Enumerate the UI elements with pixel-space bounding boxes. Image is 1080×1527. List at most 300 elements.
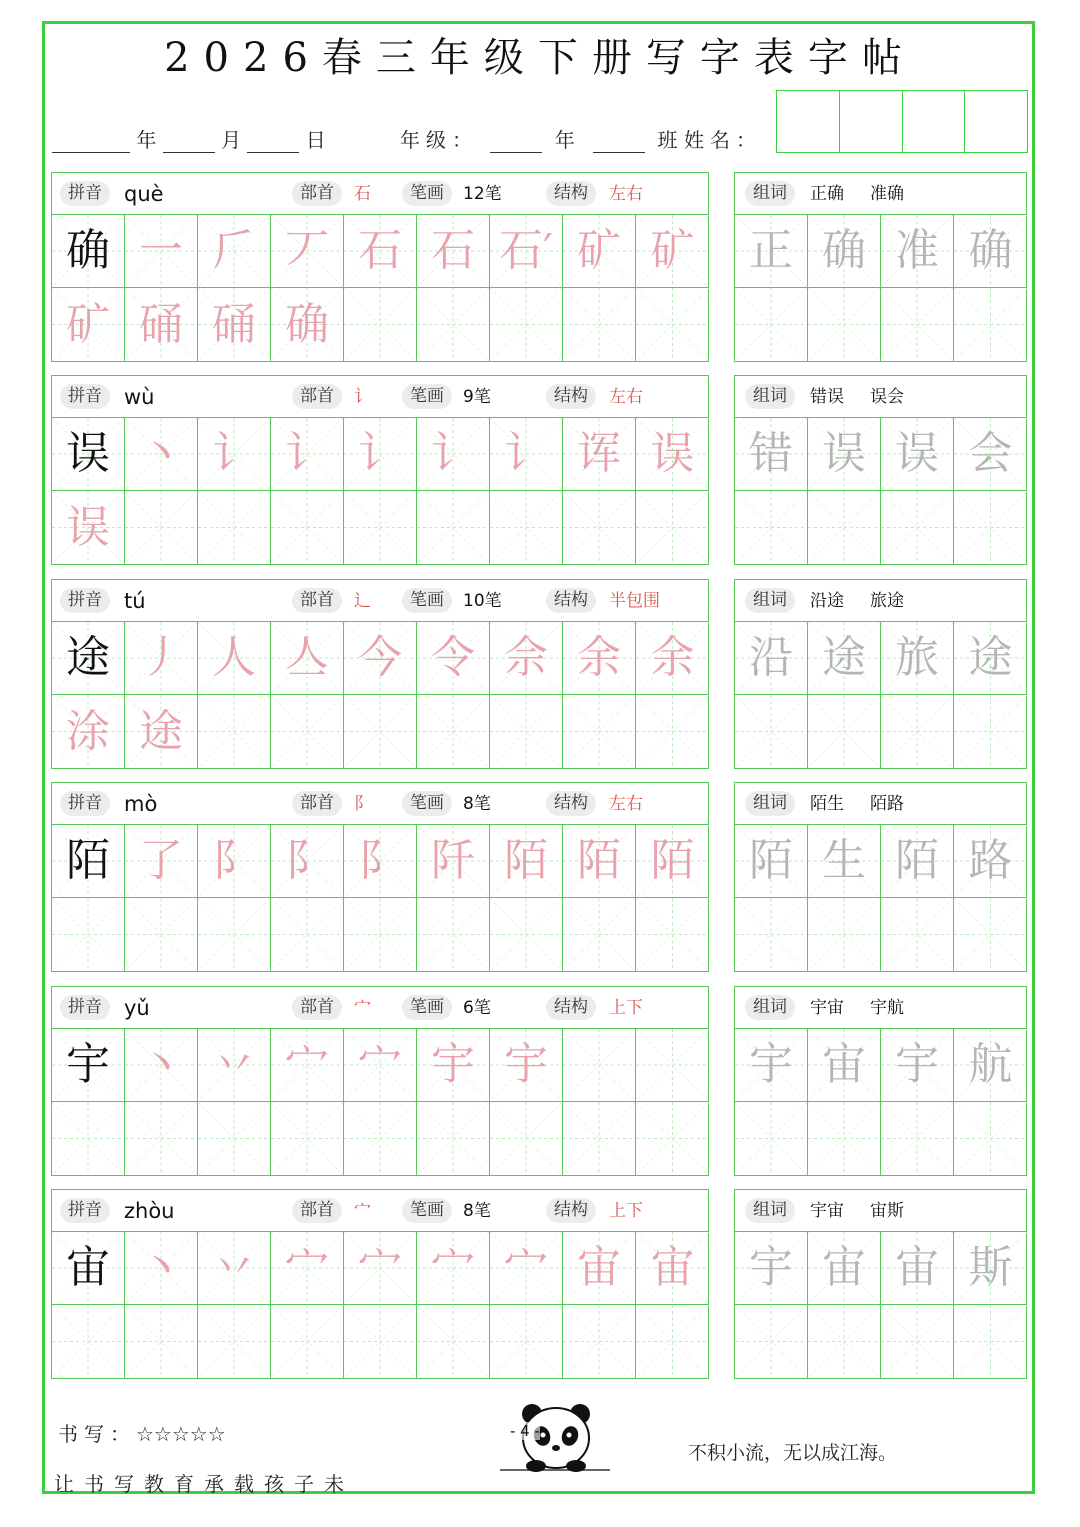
word-trace-character: 陌 (895, 835, 939, 886)
word-grid-2 (734, 579, 1027, 769)
words-label: 组词 (745, 995, 795, 1020)
word-practice-cell[interactable] (735, 695, 808, 768)
name-box[interactable] (965, 91, 1027, 152)
word-practice-cell[interactable] (881, 898, 954, 971)
practice-cell[interactable] (563, 825, 636, 898)
stroke-step: 陌 (577, 835, 621, 886)
word-practice-cell[interactable] (735, 1305, 808, 1378)
practice-cell[interactable] (198, 418, 271, 491)
practice-cell[interactable] (271, 1102, 344, 1175)
stroke-step: 一 (139, 225, 183, 276)
pinyin-label: 拼音 (60, 181, 110, 206)
practice-cell[interactable] (490, 491, 563, 564)
word-practice-cell[interactable] (808, 1102, 881, 1175)
word-trace-character: 会 (968, 428, 1013, 479)
pinyin-value: zhòu (124, 1199, 175, 1223)
practice-cell[interactable] (198, 898, 271, 971)
practice-cell[interactable] (344, 288, 417, 361)
practice-cell[interactable] (52, 695, 125, 768)
word-trace-character: 宙 (822, 1242, 866, 1293)
practice-cell[interactable] (417, 1029, 490, 1102)
radical-value: 宀 (354, 1201, 371, 1221)
practice-cell[interactable] (490, 695, 563, 768)
practice-cell[interactable] (563, 288, 636, 361)
practice-cell[interactable] (636, 215, 709, 288)
practice-cell[interactable] (344, 622, 417, 695)
word-2: 误会 (870, 387, 904, 407)
word-grid-3 (734, 782, 1027, 972)
practice-cell[interactable] (344, 1102, 417, 1175)
writing-rating (58, 1418, 226, 1447)
practice-cell[interactable] (636, 695, 709, 768)
word-practice-cell[interactable] (735, 491, 808, 564)
radical-label: 部首 (292, 995, 342, 1020)
radical-label: 部首 (292, 588, 342, 613)
structure-label: 结构 (546, 588, 596, 613)
grade-label: 年级： (400, 128, 478, 152)
slogan: 让书写教育承载孩子未 (54, 1472, 354, 1496)
word-2: 陌路 (870, 794, 904, 814)
word-info-row (735, 783, 1026, 825)
practice-cell[interactable] (271, 215, 344, 288)
pinyin-value: tú (124, 589, 146, 613)
word-practice-cell[interactable] (954, 491, 1027, 564)
word-trace-character: 沿 (749, 632, 793, 683)
practice-cell[interactable] (125, 288, 198, 361)
practice-cell[interactable] (125, 418, 198, 491)
practice-cell[interactable] (125, 491, 198, 564)
char-info-row (52, 1190, 708, 1232)
practice-cell[interactable] (52, 288, 125, 361)
word-practice-cell[interactable] (808, 1232, 881, 1305)
word-practice-cell[interactable] (881, 1029, 954, 1102)
rating-stars[interactable]: ☆☆☆☆☆ (136, 1422, 226, 1446)
word-2: 宙斯 (870, 1201, 904, 1221)
stroke-step: 陌 (650, 835, 695, 886)
char-grid-2 (51, 579, 709, 769)
practice-cell[interactable] (563, 418, 636, 491)
practice-cell[interactable] (344, 1029, 417, 1102)
strokes-label: 笔画 (402, 588, 452, 613)
structure-label: 结构 (546, 384, 596, 409)
practice-cell[interactable] (490, 288, 563, 361)
word-practice-cell[interactable] (954, 215, 1027, 288)
stroke-step: 误 (650, 428, 695, 479)
practice-cell[interactable] (344, 1305, 417, 1378)
stroke-step: 丷 (212, 1039, 256, 1090)
page-title: 2026春三年级下册写字表字帖 (164, 35, 916, 81)
practice-cell[interactable] (52, 418, 125, 491)
practice-cell[interactable] (490, 898, 563, 971)
practice-cell[interactable] (417, 898, 490, 971)
word-grid-1 (734, 375, 1027, 565)
practice-cell[interactable] (417, 418, 490, 491)
word-practice-cell[interactable] (881, 215, 954, 288)
practice-cell[interactable] (490, 1029, 563, 1102)
stroke-step: 丶 (139, 1039, 183, 1090)
practice-cell[interactable] (271, 288, 344, 361)
word-2: 宇航 (870, 998, 904, 1018)
practice-cell[interactable] (198, 215, 271, 288)
stroke-step: 讠 (285, 428, 329, 479)
month-blank[interactable] (163, 134, 215, 153)
practice-cell[interactable] (198, 1102, 271, 1175)
practice-cell[interactable] (490, 1102, 563, 1175)
strokes-value: 6笔 (463, 998, 491, 1018)
practice-cell[interactable] (417, 1102, 490, 1175)
practice-cell[interactable] (52, 215, 125, 288)
stroke-step: 阝 (285, 835, 329, 886)
strokes-label: 笔画 (402, 384, 452, 409)
practice-cell[interactable] (563, 1102, 636, 1175)
stroke-step: 人 (212, 632, 256, 683)
word-practice-cell[interactable] (735, 622, 808, 695)
word-trace-character: 宇 (749, 1039, 793, 1090)
stroke-step: 宇 (504, 1039, 548, 1090)
pinyin-value: yǔ (124, 996, 150, 1020)
practice-cell[interactable] (636, 491, 709, 564)
char-grid-0 (51, 172, 709, 362)
practice-cell[interactable] (125, 1029, 198, 1102)
word-practice-cell[interactable] (881, 1305, 954, 1378)
year-blank[interactable] (52, 134, 130, 153)
name-boxes[interactable] (776, 90, 1028, 153)
practice-cell[interactable] (417, 215, 490, 288)
practice-cell[interactable] (344, 215, 417, 288)
practice-cell[interactable] (198, 1029, 271, 1102)
stroke-step: 丆 (285, 225, 329, 276)
grade-blank[interactable] (490, 134, 542, 153)
practice-cell[interactable] (636, 622, 709, 695)
stroke-step: 丶 (139, 1242, 183, 1293)
word-practice-cell[interactable] (808, 898, 881, 971)
practice-cell[interactable] (563, 622, 636, 695)
stroke-step: 阝 (358, 835, 402, 886)
practice-cell[interactable] (636, 1029, 709, 1102)
practice-cell[interactable] (125, 622, 198, 695)
practice-cell[interactable] (490, 825, 563, 898)
structure-value: 左右 (609, 387, 643, 407)
word-practice-cell[interactable] (881, 825, 954, 898)
practice-cell[interactable] (563, 1029, 636, 1102)
word-trace-character: 陌 (749, 835, 793, 886)
practice-cell[interactable] (271, 1305, 344, 1378)
word-practice-cell[interactable] (735, 1029, 808, 1102)
word-practice-cell[interactable] (881, 1102, 954, 1175)
practice-cell[interactable] (198, 825, 271, 898)
practice-cell[interactable] (417, 695, 490, 768)
word-practice-cell[interactable] (808, 825, 881, 898)
stroke-step: 丷 (212, 1242, 256, 1293)
word-trace-character: 宇 (895, 1039, 939, 1090)
word-trace-character: 确 (822, 225, 866, 276)
word-practice-cell[interactable] (808, 288, 881, 361)
practice-cell[interactable] (125, 695, 198, 768)
day-blank[interactable] (247, 134, 299, 153)
structure-label: 结构 (546, 791, 596, 816)
practice-cell[interactable] (198, 695, 271, 768)
word-1: 宇宙 (810, 1201, 844, 1221)
practice-cell[interactable] (271, 622, 344, 695)
practice-cell[interactable] (636, 418, 709, 491)
word-trace-character: 正 (749, 225, 793, 276)
word-practice-cell[interactable] (954, 898, 1027, 971)
grade-unit: 年 (554, 128, 581, 152)
words-label: 组词 (745, 791, 795, 816)
word-grid-5 (734, 1189, 1027, 1379)
practice-cell[interactable] (490, 622, 563, 695)
stroke-step: 余 (577, 632, 621, 683)
stroke-step: 途 (139, 705, 183, 757)
strokes-label: 笔画 (402, 1198, 452, 1223)
practice-cell[interactable] (271, 898, 344, 971)
practice-cell[interactable] (563, 898, 636, 971)
structure-label: 结构 (546, 995, 596, 1020)
word-trace-character: 错 (749, 428, 793, 479)
word-practice-cell[interactable] (735, 288, 808, 361)
word-practice-cell[interactable] (954, 622, 1027, 695)
practice-cell[interactable] (417, 622, 490, 695)
word-practice-cell[interactable] (808, 1305, 881, 1378)
practice-cell[interactable] (271, 1232, 344, 1305)
practice-cell[interactable] (636, 898, 709, 971)
structure-label: 结构 (546, 1198, 596, 1223)
word-practice-cell[interactable] (954, 1232, 1027, 1305)
stroke-step: 令 (431, 632, 475, 683)
radical-value: 阝 (354, 794, 371, 814)
word-practice-cell[interactable] (808, 491, 881, 564)
word-practice-cell[interactable] (808, 1029, 881, 1102)
structure-label: 结构 (546, 181, 596, 206)
stroke-step: 今 (358, 632, 402, 683)
stroke-step: 矿 (577, 225, 621, 276)
words-label: 组词 (745, 588, 795, 613)
stroke-step: 硧 (139, 298, 183, 350)
practice-cell[interactable] (417, 1232, 490, 1305)
practice-cell[interactable] (52, 1305, 125, 1378)
word-2: 旅途 (870, 591, 904, 611)
stroke-step: 讠 (212, 428, 256, 479)
practice-cell[interactable] (125, 898, 198, 971)
day-unit: 日 (305, 128, 326, 152)
practice-cell[interactable] (344, 695, 417, 768)
word-practice-cell[interactable] (954, 1102, 1027, 1175)
grade-line (400, 124, 683, 153)
word-trace-character: 误 (822, 428, 866, 479)
stroke-step: 余 (650, 632, 695, 683)
word-1: 宇宙 (810, 998, 844, 1018)
model-character: 途 (66, 632, 110, 683)
practice-cell[interactable] (344, 418, 417, 491)
word-trace-character: 宙 (822, 1039, 866, 1090)
practice-cell[interactable] (52, 825, 125, 898)
model-character: 宙 (66, 1242, 110, 1293)
practice-cell[interactable] (198, 1232, 271, 1305)
stroke-step: 涂 (66, 705, 110, 757)
practice-cell[interactable] (636, 1232, 709, 1305)
word-grid-0 (734, 172, 1027, 362)
practice-cell[interactable] (490, 418, 563, 491)
word-trace-character: 途 (822, 632, 866, 683)
radical-label: 部首 (292, 791, 342, 816)
practice-cell[interactable] (344, 898, 417, 971)
word-practice-cell[interactable] (735, 418, 808, 491)
name-box[interactable] (777, 91, 840, 152)
stroke-step: 宇 (431, 1039, 475, 1090)
word-practice-cell[interactable] (808, 622, 881, 695)
practice-cell[interactable] (636, 1305, 709, 1378)
char-info-row (52, 173, 708, 215)
strokes-value: 8笔 (463, 1201, 491, 1221)
practice-cell[interactable] (271, 695, 344, 768)
practice-cell[interactable] (271, 491, 344, 564)
practice-cell[interactable] (490, 1305, 563, 1378)
practice-cell[interactable] (271, 418, 344, 491)
practice-cell[interactable] (52, 622, 125, 695)
word-practice-cell[interactable] (954, 288, 1027, 361)
word-practice-cell[interactable] (881, 418, 954, 491)
word-practice-cell[interactable] (735, 215, 808, 288)
practice-cell[interactable] (344, 825, 417, 898)
name-box[interactable] (840, 91, 903, 152)
practice-cell[interactable] (490, 215, 563, 288)
words-label: 组词 (745, 384, 795, 409)
radical-value: 宀 (354, 998, 371, 1018)
radical-label: 部首 (292, 181, 342, 206)
char-grid-4 (51, 986, 709, 1176)
word-practice-cell[interactable] (735, 825, 808, 898)
word-grid-4 (734, 986, 1027, 1176)
practice-cell[interactable] (563, 1305, 636, 1378)
char-info-row (52, 376, 708, 418)
stroke-step: 宀 (285, 1039, 329, 1090)
word-info-row (735, 173, 1026, 215)
practice-cell[interactable] (52, 898, 125, 971)
strokes-value: 9笔 (463, 387, 491, 407)
practice-cell[interactable] (344, 1232, 417, 1305)
writing-label: 书写： (58, 1422, 136, 1446)
stroke-step: 阡 (431, 835, 475, 886)
strokes-value: 8笔 (463, 794, 491, 814)
practice-cell[interactable] (417, 288, 490, 361)
pinyin-label: 拼音 (60, 384, 110, 409)
structure-value: 上下 (609, 1201, 643, 1221)
practice-cell[interactable] (52, 1102, 125, 1175)
practice-cell[interactable] (344, 491, 417, 564)
practice-cell[interactable] (636, 825, 709, 898)
practice-cell[interactable] (125, 1102, 198, 1175)
stroke-step: 丿 (139, 632, 183, 683)
practice-cell[interactable] (636, 1102, 709, 1175)
practice-cell[interactable] (52, 1232, 125, 1305)
practice-cell[interactable] (563, 215, 636, 288)
stroke-step: 𠂆 (212, 225, 256, 276)
stroke-step: 确 (285, 298, 329, 350)
practice-cell[interactable] (563, 695, 636, 768)
model-character: 陌 (66, 835, 110, 886)
radical-value: 石 (354, 184, 371, 204)
name-box[interactable] (903, 91, 966, 152)
class-blank[interactable] (593, 134, 645, 153)
char-info-row (52, 987, 708, 1029)
radical-label: 部首 (292, 1198, 342, 1223)
char-info-row (52, 783, 708, 825)
word-practice-cell[interactable] (881, 695, 954, 768)
strokes-value: 10笔 (463, 591, 502, 611)
word-trace-character: 误 (895, 428, 939, 479)
practice-cell[interactable] (563, 1232, 636, 1305)
practice-cell[interactable] (125, 825, 198, 898)
word-practice-cell[interactable] (735, 1102, 808, 1175)
word-practice-cell[interactable] (881, 622, 954, 695)
radical-label: 部首 (292, 384, 342, 409)
word-info-row (735, 1190, 1026, 1232)
practice-cell[interactable] (125, 1232, 198, 1305)
word-practice-cell[interactable] (954, 825, 1027, 898)
word-practice-cell[interactable] (954, 695, 1027, 768)
strokes-label: 笔画 (402, 791, 452, 816)
word-practice-cell[interactable] (881, 491, 954, 564)
word-trace-character: 旅 (895, 632, 939, 683)
practice-cell[interactable] (125, 1305, 198, 1378)
word-trace-character: 宙 (895, 1242, 939, 1293)
pinyin-label: 拼音 (60, 588, 110, 613)
practice-cell[interactable] (271, 1029, 344, 1102)
word-practice-cell[interactable] (954, 1029, 1027, 1102)
practice-cell[interactable] (198, 288, 271, 361)
practice-cell[interactable] (417, 1305, 490, 1378)
word-info-row (735, 987, 1026, 1029)
practice-cell[interactable] (563, 491, 636, 564)
word-practice-cell[interactable] (735, 1232, 808, 1305)
radical-value: 辶 (354, 591, 371, 611)
practice-cell[interactable] (125, 215, 198, 288)
pinyin-label: 拼音 (60, 791, 110, 816)
practice-cell[interactable] (490, 1232, 563, 1305)
stroke-step: 亼 (285, 632, 329, 683)
word-1: 正确 (810, 184, 844, 204)
word-practice-cell[interactable] (808, 695, 881, 768)
structure-value: 上下 (609, 998, 643, 1018)
practice-cell[interactable] (198, 622, 271, 695)
practice-cell[interactable] (636, 288, 709, 361)
practice-cell[interactable] (417, 491, 490, 564)
practice-cell[interactable] (52, 491, 125, 564)
word-practice-cell[interactable] (881, 1232, 954, 1305)
class-unit: 班 (657, 128, 684, 152)
structure-value: 左右 (609, 184, 643, 204)
word-practice-cell[interactable] (954, 1305, 1027, 1378)
practice-cell[interactable] (271, 825, 344, 898)
stroke-step: 宙 (650, 1242, 695, 1293)
pinyin-value: wù (124, 385, 155, 409)
month-unit: 月 (221, 128, 242, 152)
word-practice-cell[interactable] (808, 418, 881, 491)
practice-cell[interactable] (198, 1305, 271, 1378)
word-trace-character: 宇 (749, 1242, 793, 1293)
word-1: 沿途 (810, 591, 844, 611)
char-grid-3 (51, 782, 709, 972)
strokes-label: 笔画 (402, 995, 452, 1020)
word-practice-cell[interactable] (954, 418, 1027, 491)
word-practice-cell[interactable] (808, 215, 881, 288)
model-character: 误 (66, 428, 110, 479)
word-practice-cell[interactable] (881, 288, 954, 361)
practice-cell[interactable] (417, 825, 490, 898)
practice-cell[interactable] (198, 491, 271, 564)
practice-cell[interactable] (52, 1029, 125, 1102)
word-practice-cell[interactable] (735, 898, 808, 971)
